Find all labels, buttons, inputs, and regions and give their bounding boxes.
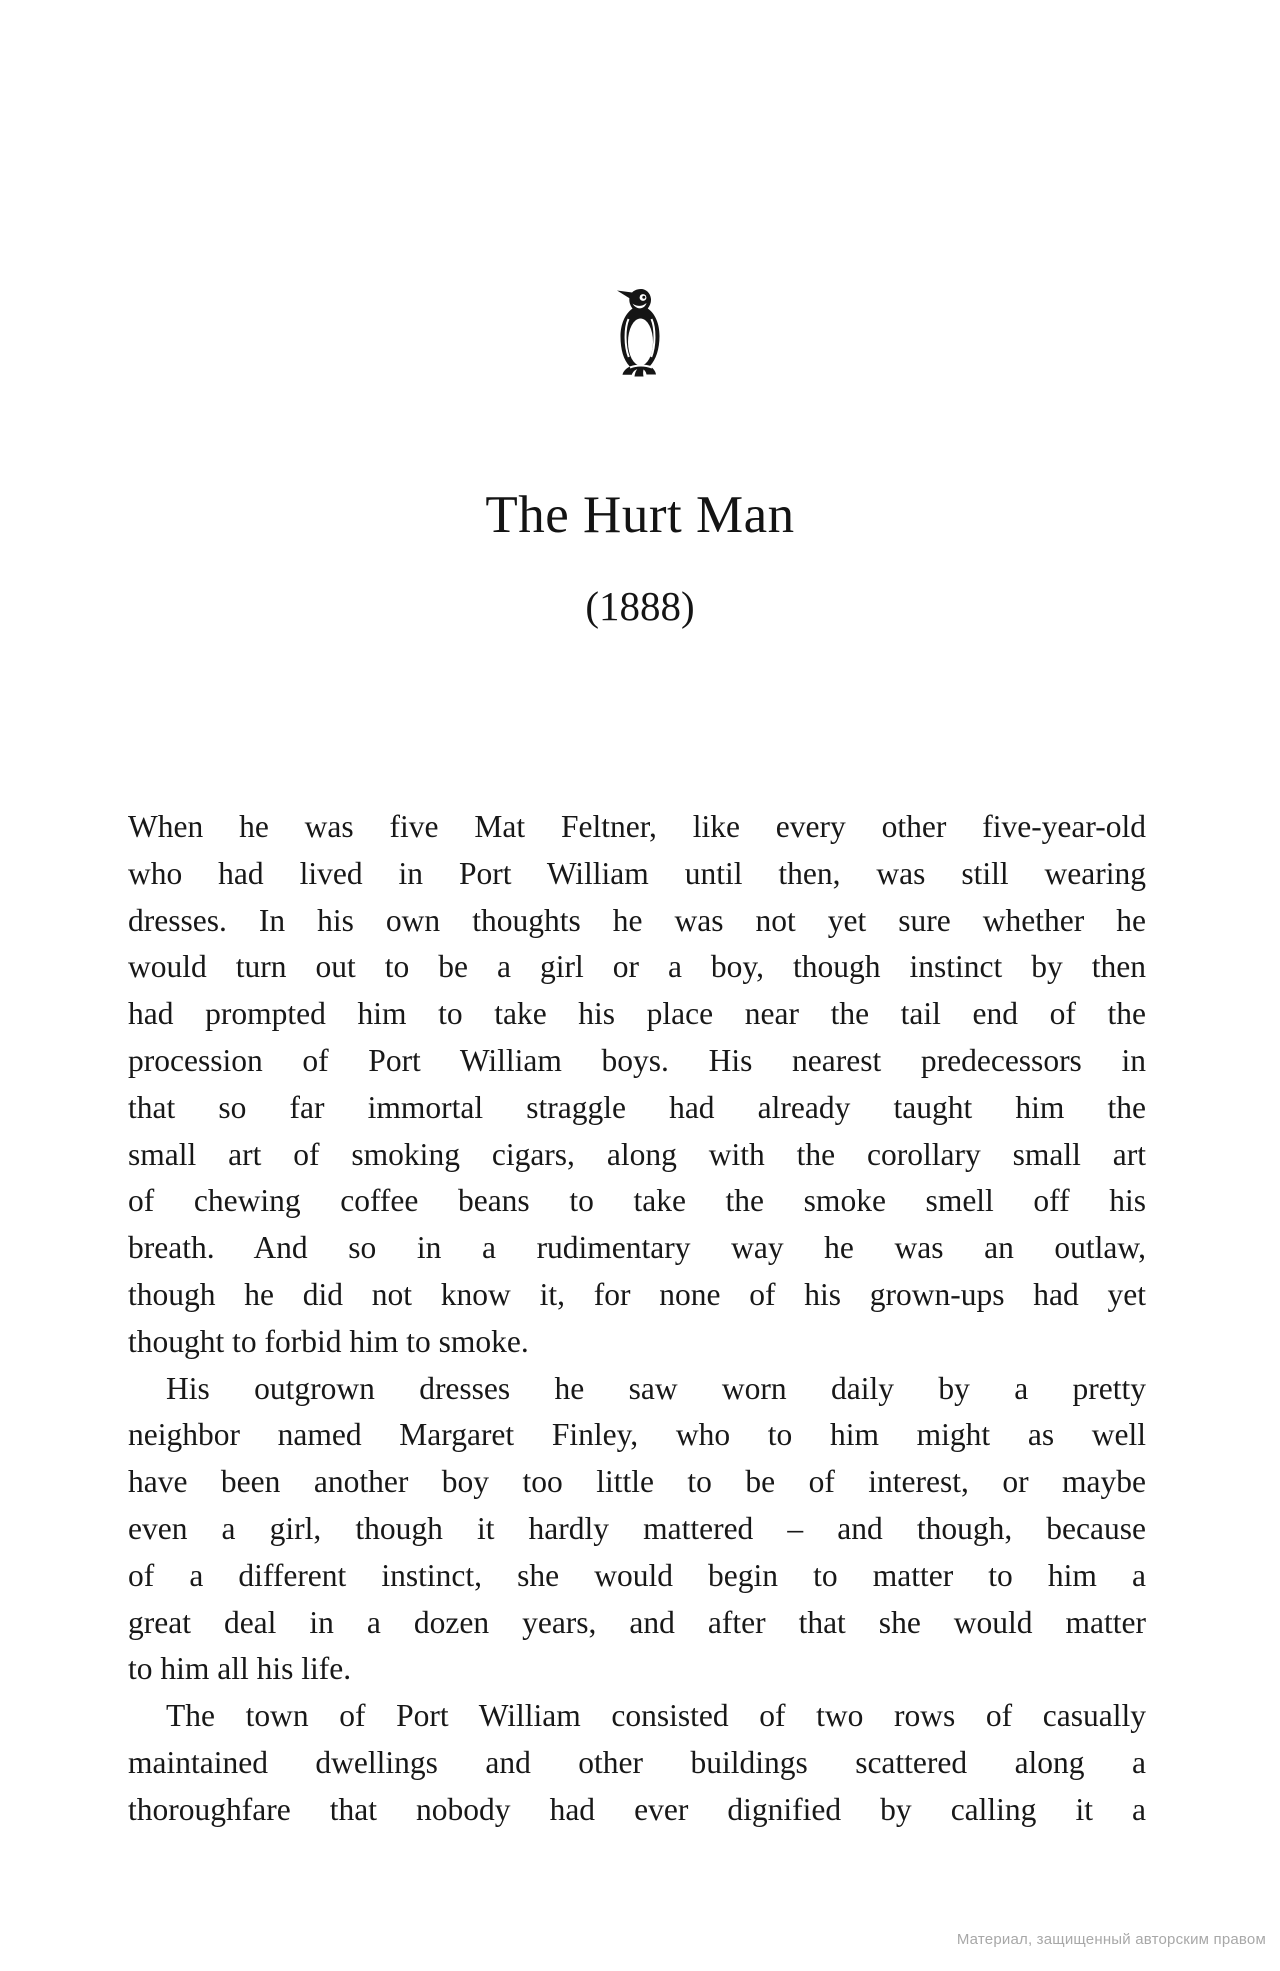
text-line: maintained dwellings and other buildings scattered along a bbox=[128, 1744, 1146, 1780]
text-line: thought to forbid him to smoke. bbox=[128, 1323, 529, 1359]
text-line: When he was five Mat Feltner, like every other five-year-old bbox=[128, 809, 1146, 844]
text-line: would turn out to be a girl or a boy, though instinct by then bbox=[128, 949, 1146, 985]
text-line: had prompted him to take his place near the tail end of the bbox=[128, 996, 1146, 1032]
text-line: to him all his life. bbox=[128, 1651, 352, 1687]
text-line: small art of smoking cigars, along with the corollary small art bbox=[128, 1136, 1146, 1172]
copyright-watermark: Материал, защищенный авторским правом bbox=[956, 1931, 1266, 1948]
text-line: of a different instinct, she would begin to matter to him a bbox=[128, 1557, 1146, 1593]
penguin-logo bbox=[612, 286, 670, 382]
text-line: breath. And so in a rudimentary way he was an outlaw, bbox=[128, 1230, 1146, 1266]
text-line: procession of Port William boys. His nearest predecessors in bbox=[128, 1042, 1146, 1078]
text-line: have been another boy too little to be of interest, or maybe bbox=[128, 1464, 1146, 1500]
text-line: though he did not know it, for none of his grown-ups had yet bbox=[128, 1276, 1146, 1312]
page-title: The Hurt Man bbox=[485, 486, 795, 544]
text-line: The town of Port William consisted of two rows of casually bbox=[166, 1698, 1146, 1734]
text-line: of chewing coffee beans to take the smoke smell off his bbox=[128, 1183, 1146, 1219]
body-text bbox=[128, 804, 1146, 1834]
penguin-icon bbox=[612, 286, 670, 382]
text-line: that so far immortal straggle had already taught him the bbox=[128, 1089, 1146, 1125]
text-line: who had lived in Port William until then, was still wearing bbox=[128, 855, 1146, 891]
text-line: thoroughfare that nobody had ever dignified by calling it a bbox=[128, 1791, 1146, 1827]
page-year: (1888) bbox=[585, 583, 695, 629]
text-line: neighbor named Margaret Finley, who to him might as well bbox=[128, 1417, 1146, 1453]
text-line: even a girl, though it hardly mattered – and though, because bbox=[128, 1510, 1146, 1546]
text-line: His outgrown dresses he saw worn daily by a pretty bbox=[166, 1370, 1146, 1406]
text-line: dresses. In his own thoughts he was not yet sure whether he bbox=[128, 902, 1146, 938]
text-line: great deal in a dozen years, and after that she would matter bbox=[128, 1604, 1146, 1640]
